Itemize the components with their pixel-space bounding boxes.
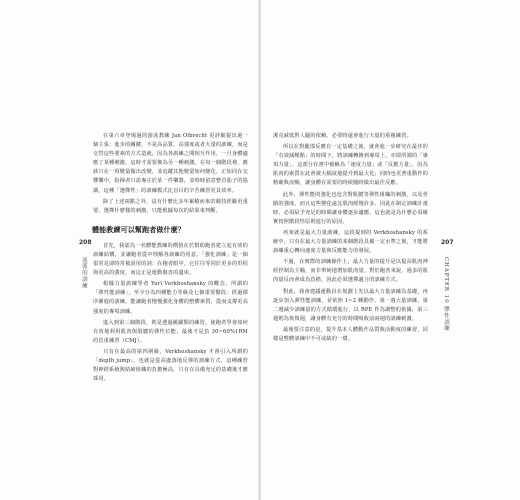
- left-running-head: 流派的訓練: [81, 257, 87, 289]
- section-heading: 體能教練可以幫跑者做什麼？: [92, 225, 185, 234]
- paragraph: 進入到第三個階段，則是透過跳躍類的練習，使跑者學會如何有效地利用肌肉與肌腱的彈性位能，最後才是負 30~60%1RM 的負重練習（CMJ）。: [93, 319, 248, 344]
- right-page-number: 207: [441, 239, 454, 246]
- paragraph: 首先，我認為一名體能教練的價值在於幫助跑者建立起有效的訓練結構，並讓跑者從中理解各訓練的用意。「強化訓練」是一個很常見卻時常被誤用的詞：在跑者眼中，它往往等同於更多的里程與更高的強度，而這正是運動傷害的溫床。: [93, 242, 248, 277]
- right-text-block: [273, 132, 428, 346]
- paragraph: 對此，我會建議運動員在規劃上先以最大力量訓練為基礎，再逐步加入彈性能訓練，並依照 1~2 種動作、第一週大量訓練，第二週減少訓練量的方式循環進行，以 RPE 作為調整的依據，第三週則為恢復週，讓身體有充分的時間吸收前兩週的訓練刺激。: [273, 288, 428, 322]
- paragraph: 最後要注意的是，提升基本人體動作品質與活動度的練習，同樣是整體訓練中不可或缺的一環。: [273, 326, 428, 342]
- paragraph: 所以在對腿部反應有一定基礎之後，就會進一步研究在最佳的「有效減壓點」的時間下，將訓練轉換到專項上，亦即所謂的「專項力量」。這部分在書中被稱為「速度力量」或「反應力量」，因為肌肉的素質在此會被大幅度地提升到最大化；同時也更著重動作的精確與流暢，讓身體在需要的時候隨時做出最佳反應。: [273, 144, 428, 187]
- paragraph: 根據力量訓練學者 Yuri Verkhoshansky 的概念，所謂的「彈性能訓練」，至少分為四種能力等級及七個重要階段：經過循序漸進的訓練，能讓跑者慢慢強化身體的整體素質，從而支撐更高強度的專項訓練。: [93, 281, 248, 315]
- paragraph: 再來就是最大力量訓練，這段提到的 Verkhoshansky 的系統中，只有在最大力量訓練的某個階段具備一定水準之後，才能將訓練重心轉向速度力量與反應能力的發展。: [273, 229, 428, 255]
- left-page-number: 208: [79, 239, 92, 246]
- left-page: [0, 0, 259, 500]
- paragraph: 除了上述兩點之外，沒有什麼比多年累積而來的競技經驗更重要，選擇什麼樣的刺激，只能根據每次的結果來判斷。: [93, 198, 248, 214]
- paragraph: 只有在最高的第四層級，Verkhoshansky 才會引入所謂的「depth jump」，也就是從高處落地反彈的訓練方式，這種練習對神經系統與結締組織的負擔極高，只有在具備充足的基礎後才應採用。: [93, 348, 248, 383]
- paragraph: 在第六章登場過的游泳教練 Jan Olbrecht 更詳細提出過一個主張：進步的關鍵，不是高品質、高強度或者大量的訓練，而是交替這些要素的方式造就。因為各訓練之間相互作用，一旦身體適應了某種刺激，這時才需要換為另一種刺激。在每一個階段裡，應該只在一項變量做出改變，並追蹤其他變量如何變化。正如同在交響樂中，指揮者只需專注於某一件樂器，並時時留意整首曲子的協調，這種「選擇性」的訓練模式比盲目的辛苦練習更具效率。: [93, 133, 248, 194]
- paragraph: 不過，在實際的訓練操作上，最大力量的提升是以提高肌肉神經控制為主軸，而非單純地增加肌肉量。對於跑者來說，過多的肌肉量反而會成為負擔，因此必須選擇適合的訓練方式。: [273, 259, 428, 284]
- right-running-head: CHAPTER 10 彈性訓練: [443, 257, 449, 332]
- paragraph: 此外，彈性能的強化也包含對肌腱等彈性組織的刺激，以及骨骼的強度，而且這些變化遠比肌肉緩慢許多，因此在制定訓練計畫時，必須給予充足的時間讓身體逐步適應，這也就是為什麼必須確實按照階段性原則進行的原因。: [273, 191, 428, 225]
- right-page: [261, 0, 520, 500]
- paragraph: 潔克減低對人腿的依賴，必要時還會進行大量的重複練習。: [273, 133, 412, 139]
- left-text-block: [93, 132, 248, 386]
